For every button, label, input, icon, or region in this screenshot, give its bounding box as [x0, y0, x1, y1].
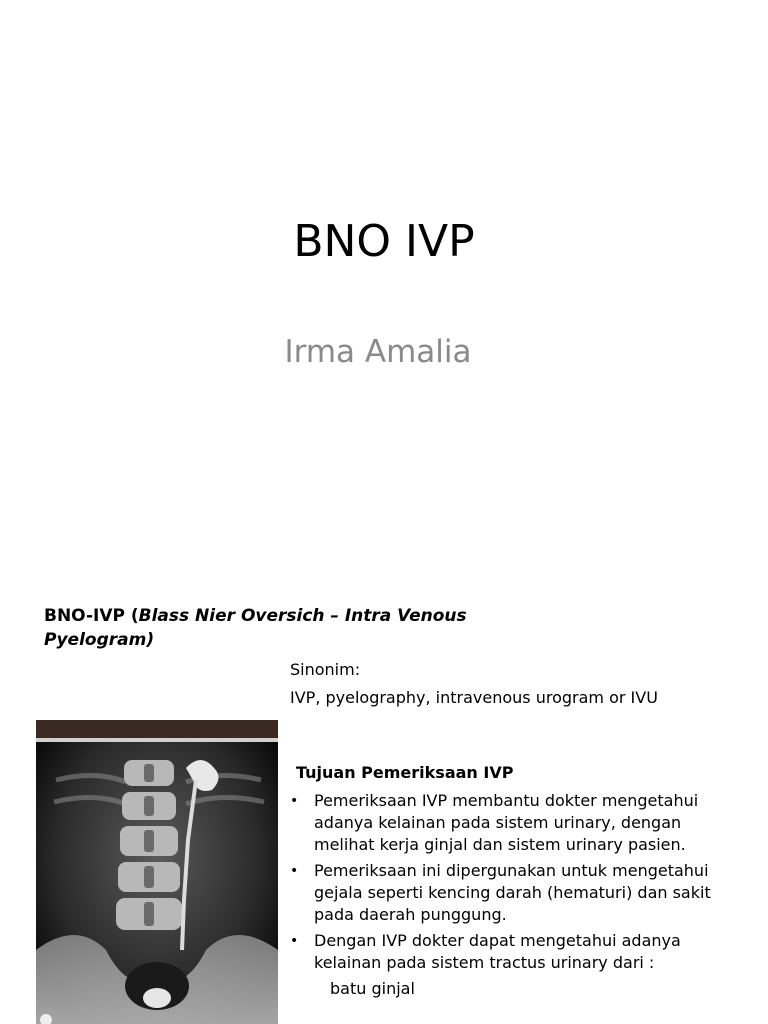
synonym-text: IVP, pyelography, intravenous urogram or IVU: [290, 688, 658, 707]
bullet-text: Pemeriksaan ini dipergunakan untuk mengetahui gejala seperti kencing darah (hematuri) dan sakit pada daerah punggung.: [314, 861, 711, 924]
bullet-icon: •: [290, 793, 299, 809]
bullet-text: Dengan IVP dokter dapat mengetahui adanya kelainan pada sistem tractus urinary dari :: [314, 931, 681, 972]
objectives-section: [290, 762, 740, 1004]
bullet-icon: •: [290, 933, 299, 949]
slide-title: BNO IVP: [293, 216, 475, 267]
list-item: [290, 930, 740, 974]
sub-list-item: [290, 978, 740, 1000]
bullet-icon: •: [290, 863, 299, 879]
list-item: [290, 860, 740, 926]
objectives-list: [290, 790, 740, 1000]
xray-illustration: [36, 720, 278, 1024]
heading-italic: Blass Nier Oversich – Intra Venous Pyelogram): [44, 606, 467, 650]
bullet-text: Pemeriksaan IVP membantu dokter mengetahui adanya kelainan pada sistem urinary, dengan melihat kerja ginjal dan sistem urinary pasien.: [314, 791, 699, 854]
sub-bullet-text: batu ginjal: [330, 979, 415, 998]
list-item: [290, 790, 740, 856]
slide-subtitle: Irma Amalia: [284, 334, 472, 370]
objectives-title: Tujuan Pemeriksaan IVP: [296, 763, 514, 782]
synonym-block: [290, 656, 750, 712]
synonym-label: Sinonim:: [290, 660, 361, 679]
content-heading: [44, 604, 564, 652]
heading-prefix: BNO-IVP (: [44, 606, 139, 626]
xray-image: [36, 720, 278, 1024]
content-slide: [0, 576, 768, 1024]
